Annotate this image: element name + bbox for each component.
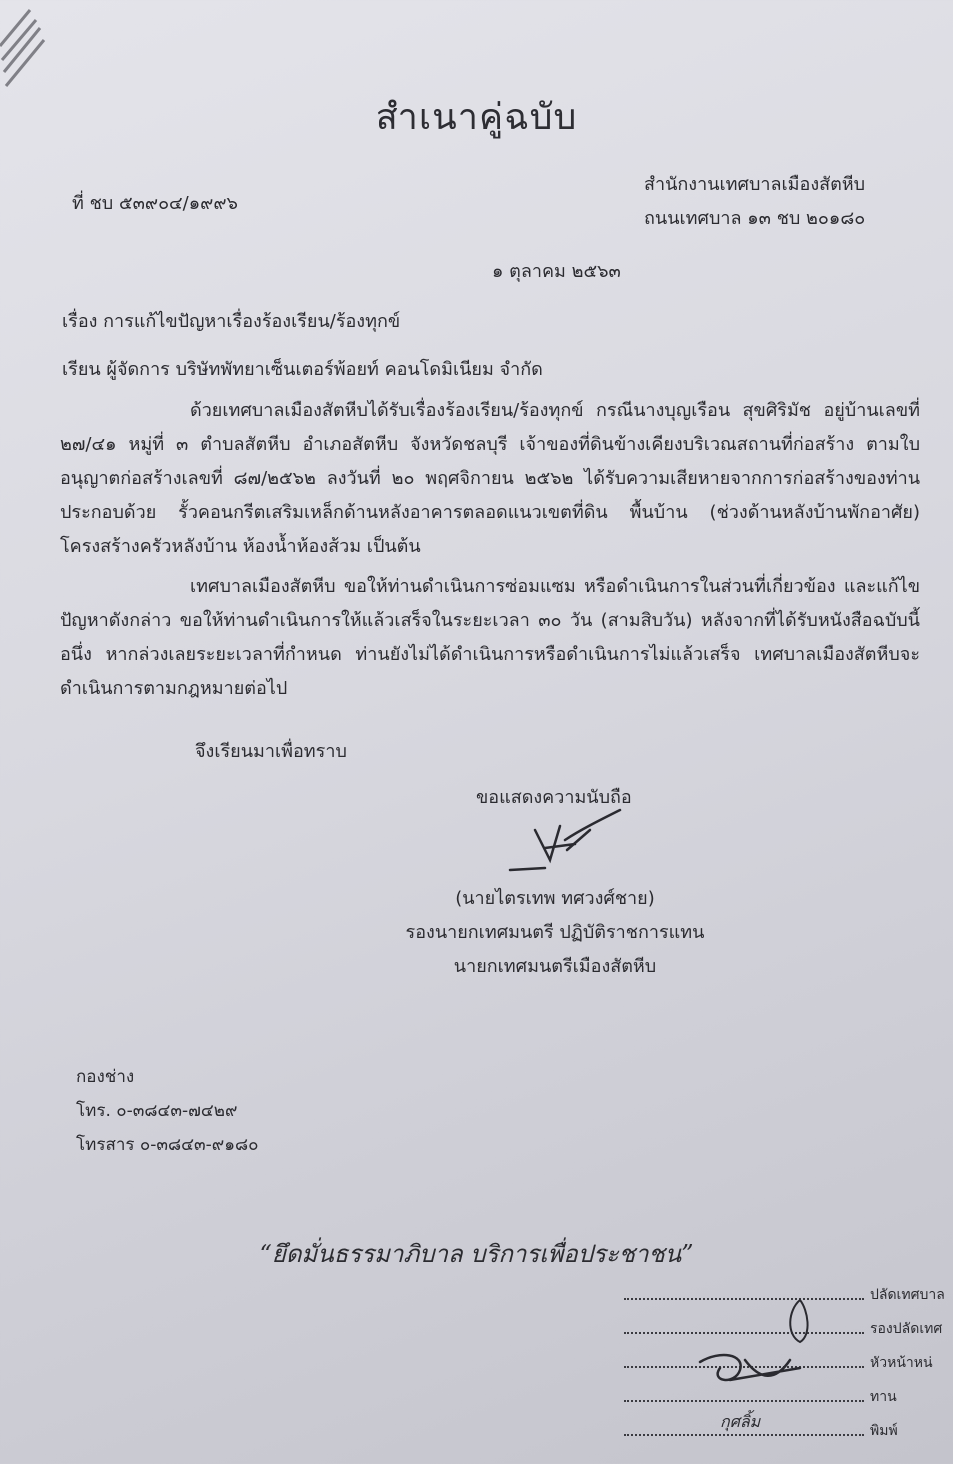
phone-number: โทร. ๐-๓๘๔๓-๗๔๒๙	[76, 1101, 238, 1121]
routing-label: ทาน	[870, 1389, 897, 1405]
routing-label: รองปลัดเทศ	[870, 1321, 943, 1337]
department-name: กองช่าง	[76, 1067, 135, 1087]
routing-initial-marks	[690, 1290, 830, 1400]
department-contact	[76, 1060, 259, 1162]
fax-number: โทรสาร ๐-๓๘๔๓-๙๑๘๐	[76, 1135, 259, 1155]
signer-position: รองนายกเทศมนตรี ปฏิบัติราชการแทน	[405, 922, 705, 943]
signer-name: (นายไตรเทพ ทศวงศ์ชาย)	[455, 888, 655, 909]
handwritten-signature	[505, 800, 635, 880]
body-paragraph-2: เทศบาลเมืองสัตหีบ ขอให้ท่านดำเนินการซ่อมแซม หรือดำเนินการในส่วนที่เกี่ยวข้อง และแก้ไขปัญหาดังกล่าว ขอให้ท่านดำเนินการให้แล้วเสร็จในระยะเวลา ๓๐ วัน (สามสิบวัน) หลังจากที่ได้รับหนังสือฉบับนี้ อนึ่ง หากล่วงเลยระยะเวลาที่กำหนด ท่านยังไม่ได้ดำเนินการหรือดำเนินการไม่แล้วเสร็จ เทศบาลเมืองสัตหีบจะดำเนินการตามกฎหมายต่อไป	[60, 576, 920, 699]
closing-line: จึงเรียนมาเพื่อทราบ	[195, 741, 347, 762]
document-title: สำเนาคู่ฉบับ	[375, 97, 578, 138]
routing-label: หัวหน้าหน่	[870, 1355, 933, 1371]
routing-row	[624, 1416, 953, 1450]
routing-label: ปลัดเทศบาล	[870, 1287, 945, 1303]
reference-number: ที่ ชบ ๕๓๙๐๔/๑๙๙๖	[72, 193, 238, 214]
office-name: สำนักงานเทศบาลเมืองสัตหีบ	[644, 174, 866, 195]
handwritten-initials: กุศลิ้ม	[720, 1412, 761, 1431]
salutation-line: เรียน ผู้จัดการ บริษัทพัทยาเซ็นเตอร์พ้อยท์ คอนโดมิเนียม จำกัด	[62, 359, 543, 380]
routing-label: พิมพ์	[870, 1423, 898, 1439]
office-street: ถนนเทศบาล ๑๓ ชบ ๒๐๑๘๐	[644, 208, 866, 229]
office-address	[644, 168, 865, 236]
signer-title: นายกเทศมนตรีเมืองสัตหีบ	[453, 956, 657, 977]
regards-line: ขอแสดงความนับถือ	[476, 787, 632, 808]
routing-dotted-line	[624, 1400, 864, 1402]
subject-line: เรื่อง การแก้ไขปัญหาเรื่องร้องเรียน/ร้องทุกข์	[62, 311, 401, 332]
signer-block	[390, 882, 720, 984]
body-paragraph-1: ด้วยเทศบาลเมืองสัตหีบได้รับเรื่องร้องเรียน/ร้องทุกข์ กรณีนางบุญเรือน สุขศิริมัช อยู่บ้านเลขที่ ๒๗/๔๑ หมู่ที่ ๓ ตำบลสัตหีบ อำเภอสัตหีบ จังหวัดชลบุรี เจ้าของที่ดินข้างเคียงบริเวณสถานที่ก่อสร้าง ตามใบอนุญาตก่อสร้างเลขที่ ๘๗/๒๕๖๒ ลงวันที่ ๒๐ พฤศจิกายน ๒๕๖๒ ได้รับความเสียหายจากการก่อสร้างของท่าน ประกอบด้วย รั้วคอนกรีตเสริมเหล็กด้านหลังอาคารตลอดแนวเขตที่ดิน พื้นบ้าน (ช่วงด้านหลังบ้านพักอาศัย) โครงสร้างครัวหลังบ้าน ห้องน้ำห้องส้วม เป็นต้น	[60, 400, 920, 557]
motto: “ยึดมั่นธรรมาภิบาล บริการเพื่อประชาชน”	[259, 1240, 694, 1268]
document-date: ๑ ตุลาคม ๒๕๖๓	[492, 261, 621, 282]
